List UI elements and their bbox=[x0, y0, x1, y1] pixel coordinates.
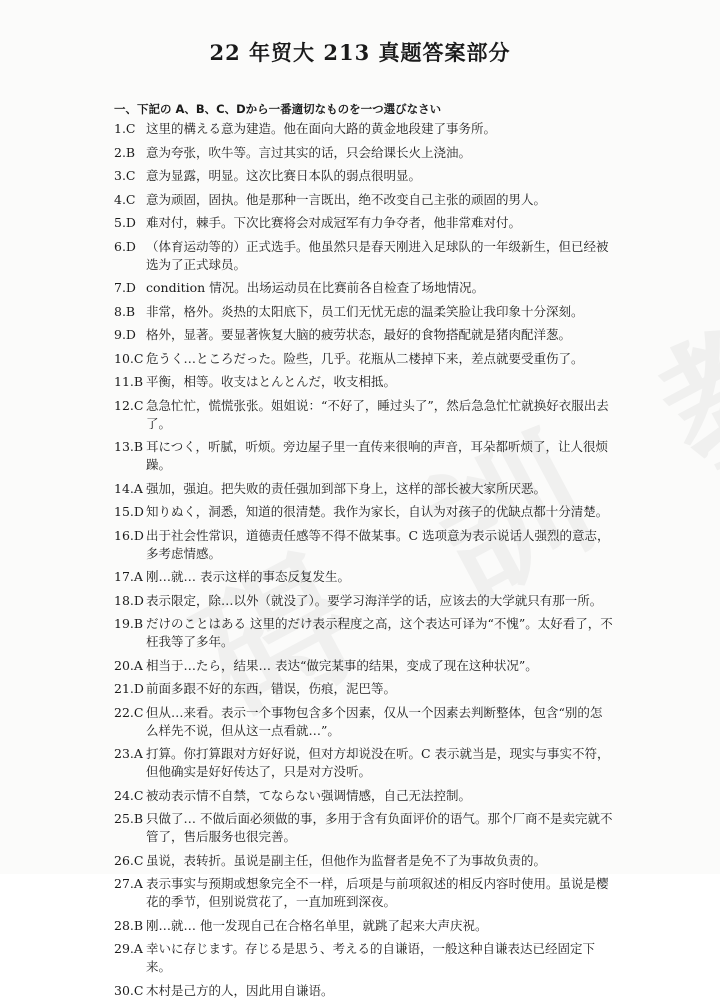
answer-explanation: 意为夸张，吹牛等。言过其实的话，只会给课长火上浇油。 bbox=[146, 144, 472, 160]
answer-item bbox=[114, 745, 614, 781]
answer-explanation: 耳につく，听腻，听烦。旁边屋子里一直传来很响的声音，耳朵都听烦了，让人很烦躁。 bbox=[146, 439, 609, 472]
answer-number: 30.C bbox=[114, 982, 144, 998]
answer-item bbox=[114, 191, 614, 209]
answer-item bbox=[114, 238, 614, 274]
answer-item bbox=[114, 875, 614, 911]
answer-number: 23.A bbox=[114, 746, 143, 761]
answer-item bbox=[114, 568, 614, 586]
answer-number: 11.B bbox=[114, 374, 144, 389]
answer-explanation: 危うく…ところだった。险些，几乎。花瓶从二楼掉下来，差点就要受重伤了。 bbox=[146, 350, 584, 366]
answer-explanation: 打算。你打算跟对方好好说，但对方却说没在听。C 表示就当是，现实与事实不符，但他确实是好好传达了，只是对方没听。 bbox=[146, 746, 610, 779]
answer-explanation: 虽说，表转折。虽说是副主任，但他作为监督者是免不了为事故负责的。 bbox=[146, 852, 547, 868]
answer-item bbox=[114, 615, 614, 651]
answer-item bbox=[114, 438, 614, 474]
answer-explanation: 刚…就… 他一发现自己在合格名单里，就跳了起来大声庆祝。 bbox=[146, 917, 488, 933]
answer-explanation: 表示事实与预期或想象完全不一样，后项是与前项叙述的相反内容时使用。虽说是樱花的季节，但别说赏花了，一直加班到深夜。 bbox=[146, 876, 609, 909]
answer-item bbox=[114, 680, 614, 698]
answer-item bbox=[114, 527, 614, 563]
answer-explanation: 被动表示情不自禁，てならない强调情感，自己无法控制。 bbox=[146, 787, 472, 803]
answer-number: 6.D bbox=[114, 238, 136, 254]
answer-explanation: 意为显露，明显。这次比赛日本队的弱点很明显。 bbox=[146, 168, 422, 183]
answer-explanation: 急急忙忙，慌慌张张。姐姐说：“不好了，睡过头了”，然后急急忙忙就换好衣服出去了。 bbox=[146, 397, 609, 431]
answer-number: 26.C bbox=[114, 852, 144, 868]
answer-number: 10.C bbox=[114, 350, 144, 366]
answer-item bbox=[114, 917, 614, 935]
answer-item bbox=[114, 810, 614, 846]
answer-item bbox=[114, 326, 614, 344]
answer-item bbox=[114, 787, 614, 805]
answer-explanation: 知りぬく，洞悉，知道的很清楚。我作为家长，自认为对孩子的优缺点都十分清楚。 bbox=[146, 504, 609, 519]
answer-explanation: だけのことはある 这里的だけ表示程度之高，这个表达可译为“不愧”。太好看了，不枉我等了多年。 bbox=[146, 616, 613, 649]
answer-number: 3.C bbox=[114, 168, 136, 183]
answer-item bbox=[114, 120, 614, 138]
answer-explanation: 平衡，相等。收支はとんとんだ，收支相抵。 bbox=[146, 374, 397, 389]
answer-explanation: condition 情况。出场运动员在比赛前各自检查了场地情况。 bbox=[146, 280, 485, 295]
answer-number: 13.B bbox=[114, 439, 144, 454]
answer-number: 20.A bbox=[114, 657, 143, 673]
answer-item bbox=[114, 940, 614, 976]
answer-explanation: 前面多跟不好的东西，错误，伤痕，泥巴等。 bbox=[146, 681, 397, 696]
answer-number: 24.C bbox=[114, 787, 144, 803]
answer-item bbox=[114, 704, 614, 740]
answer-number: 15.D bbox=[114, 504, 144, 519]
answer-explanation: 难对付，棘手。下次比赛将会对成冠军有力争夺者，他非常难对付。 bbox=[146, 215, 522, 230]
answer-number: 25.B bbox=[114, 811, 144, 826]
answer-item bbox=[114, 982, 614, 1000]
answer-explanation: 非常，格外。炎热的太阳底下，员工们无忧无虑的温柔笑脸让我印象十分深刻。 bbox=[146, 303, 584, 319]
answer-item bbox=[114, 657, 614, 675]
page-title: 22 年贸大 213 真题答案部分 bbox=[209, 40, 511, 65]
answer-explanation: 强加，强迫。把失败的责任强加到部下身上，这样的部长被大家所厌恶。 bbox=[146, 480, 547, 496]
answer-item bbox=[114, 214, 614, 232]
answer-number: 2.B bbox=[114, 144, 136, 160]
answer-explanation: 只做了… 不做后面必须做的事，多用于含有负面评价的语气。那个厂商不是卖完就不管了，售后服务也很完善。 bbox=[146, 811, 613, 844]
answer-number: 21.D bbox=[114, 681, 144, 696]
answer-number: 18.D bbox=[114, 592, 144, 608]
answer-item bbox=[114, 279, 614, 297]
answer-explanation: 但从…来看。表示一个事物包含多个因素，仅从一个因素去判断整体，包含“别的怎么样先不说，但从这一点看就…”。 bbox=[146, 704, 603, 738]
answer-item bbox=[114, 480, 614, 498]
answer-explanation: 出于社会性常识，道德责任感等不得不做某事。C 选项意为表示说话人强烈的意志，多考虑情感。 bbox=[146, 527, 610, 561]
answer-explanation: 相当于…たら，结果… 表达“做完某事的结果，变成了现在这种状况”。 bbox=[146, 657, 538, 673]
answer-explanation: 意为顽固，固执。他是那种一言既出，绝不改变自己主张的顽固的男人。 bbox=[146, 191, 547, 207]
answer-number: 9.D bbox=[114, 327, 136, 342]
answer-explanation: 格外，显著。要显著恢复大脑的疲劳状态，最好的食物搭配就是猪肉配洋葱。 bbox=[146, 327, 572, 342]
answer-number: 27.A bbox=[114, 876, 143, 891]
answer-number: 12.C bbox=[114, 397, 144, 413]
answer-item bbox=[114, 303, 614, 321]
answer-item bbox=[114, 397, 614, 433]
answer-list bbox=[114, 120, 614, 1005]
answer-explanation: （体育运动等的）正式选手。他虽然只是春天刚进入足球队的一年级新生，但已经被选为了正式球员。 bbox=[146, 238, 609, 272]
answer-explanation: 木村是己方的人，因此用自谦语。 bbox=[146, 982, 334, 998]
answer-item bbox=[114, 852, 614, 870]
answer-item bbox=[114, 373, 614, 391]
answer-explanation: 表示限定，除…以外（就没了）。要学习海洋学的话，应该去的大学就只有那一所。 bbox=[146, 592, 603, 608]
answer-item bbox=[114, 592, 614, 610]
section-heading: 一、下記の A、B、C、Dから一番適切なものを一つ選びなさい bbox=[114, 102, 442, 116]
answer-number: 1.C bbox=[114, 121, 136, 136]
answer-number: 17.A bbox=[114, 569, 143, 584]
answer-item bbox=[114, 144, 614, 162]
answer-explanation: 刚…就… 表示这样的事态反复发生。 bbox=[146, 569, 350, 584]
answer-number: 29.A bbox=[114, 941, 143, 956]
answer-number: 5.D bbox=[114, 215, 136, 230]
answer-item bbox=[114, 167, 614, 185]
answer-number: 8.B bbox=[114, 303, 136, 319]
answer-number: 19.B bbox=[114, 616, 144, 631]
answer-number: 7.D bbox=[114, 280, 136, 295]
answer-number: 16.D bbox=[114, 527, 144, 543]
answer-number: 4.C bbox=[114, 191, 136, 207]
answer-item bbox=[114, 503, 614, 521]
answer-explanation: 这里的構える意为建造。他在面向大路的黄金地段建了事务所。 bbox=[146, 121, 497, 136]
answer-explanation: 幸いに存じます。存じる是思う、考える的自谦语，一般这种自谦表达已经固定下来。 bbox=[146, 941, 596, 974]
answer-number: 14.A bbox=[114, 480, 143, 496]
answer-number: 22.C bbox=[114, 704, 144, 720]
answer-number: 28.B bbox=[114, 917, 144, 933]
answer-item bbox=[114, 350, 614, 368]
